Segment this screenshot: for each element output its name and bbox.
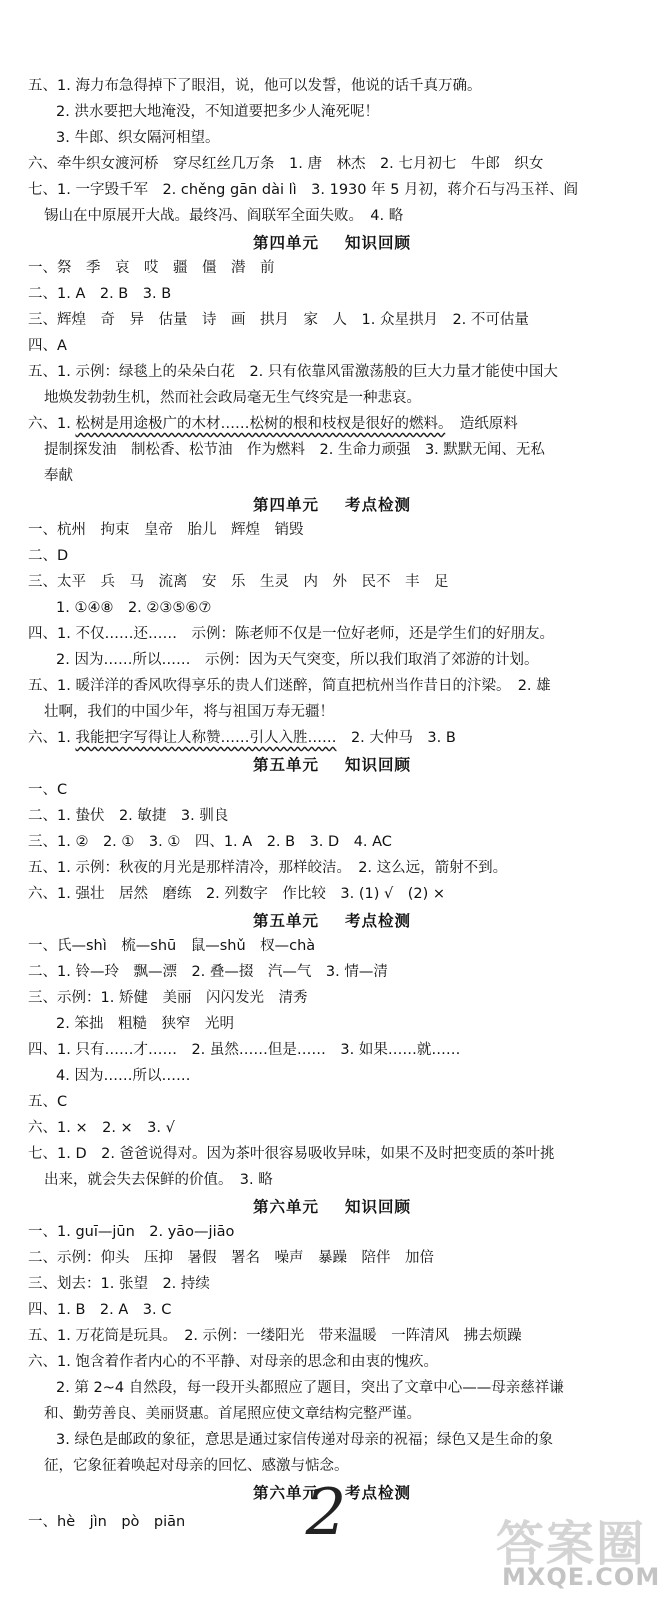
- answer-line: 一、hè jìn pò piān: [28, 1514, 186, 1530]
- answer-line: 四、1. B 2. A 3. C: [28, 1302, 172, 1318]
- answer-line: 征，它象征着唤起对母亲的回忆、感激与惦念。: [44, 1458, 349, 1474]
- answer-line: 六、牵牛织女渡河桥 穿尽红丝几万条 1. 唐 林杰 2. 七月初七 牛郎 织女: [28, 156, 544, 172]
- answer-line: 一、氏—shì 梳—shū 鼠—shǔ 杈—chà: [28, 938, 316, 954]
- answer-line: 和、勤劳善良、美丽贤惠。首尾照应使文章结构完整严谨。: [44, 1406, 421, 1422]
- answer-line: 五、1. 暖洋洋的香风吹得享乐的贵人们迷醉，简直把杭州当作昔日的汴梁。 2. 雄: [28, 678, 551, 694]
- answer-line: 三、示例：1. 矫健 美丽 闪闪发光 清秀: [28, 990, 308, 1006]
- answer-line: 壮啊，我们的中国少年，将与祖国万寿无疆！: [44, 704, 334, 720]
- answer-line: 七、1. 一字毁千军 2. chěng gān dài lì 3. 1930 年 5 月初，蒋介石与冯玉祥、阎: [28, 182, 579, 198]
- answer-line: 4. 因为……所以……: [56, 1068, 191, 1084]
- answer-line: 六、1. 我能把字写得让人称赞……引人入胜…… 2. 大仲马 3. B: [28, 730, 456, 746]
- answer-line: 一、祭 季 哀 哎 疆 僵 潜 前: [28, 260, 275, 276]
- section-heading: 第六单元 考点检测: [252, 1484, 412, 1502]
- answer-line: 五、1. 海力布急得掉下了眼泪，说，他可以发誓，他说的话千真万确。: [28, 78, 482, 94]
- answer-line: 三、1. ② 2. ① 3. ① 四、1. A 2. B 3. D 4. AC: [28, 834, 392, 850]
- watermark-logo: 答案圈: [496, 1516, 647, 1572]
- section-heading: 第六单元 知识回顾: [252, 1198, 412, 1216]
- answer-line: 提制探发油 制松香、松节油 作为燃料 2. 生命力顽强 3. 默默无闻、无私: [44, 442, 545, 458]
- answer-line: 三、划去：1. 张望 2. 持续: [28, 1276, 210, 1292]
- answer-line: 六、1. 强壮 居然 磨练 2. 列数字 作比较 3. (1) √ (2) ×: [28, 886, 446, 902]
- answer-line: 2. 洪水要把大地淹没，不知道要把多少人淹死呢！: [56, 104, 379, 120]
- answer-line: 二、1. 蛰伏 2. 敏捷 3. 驯良: [28, 808, 229, 824]
- answer-line: 1. ①④⑧ 2. ②③⑤⑥⑦: [56, 600, 212, 616]
- answer-line: 一、杭州 拘束 皇帝 胎儿 辉煌 销毁: [28, 522, 304, 538]
- answer-line: 出来，就会失去保鲜的价值。 3. 略: [44, 1172, 273, 1188]
- answer-line: 五、1. 示例：绿毯上的朵朵白花 2. 只有依靠风雷激荡般的巨大力量才能使中国大: [28, 364, 558, 380]
- section-heading: 第四单元 考点检测: [252, 496, 412, 514]
- answer-line: 2. 第 2~4 自然段，每一段开头都照应了题目，突出了文章中心——母亲慈祥谦: [56, 1380, 564, 1396]
- answer-line: 一、1. guī—jūn 2. yāo—jiāo: [28, 1224, 235, 1240]
- answer-line: 五、1. 示例：秋夜的月光是那样清冷，那样皎洁。 2. 这么远，箭射不到。: [28, 860, 508, 876]
- page-number: 2: [305, 1476, 347, 1550]
- answer-line: 地焕发勃勃生机，然而社会政局毫无生气终究是一种悲哀。: [44, 390, 421, 406]
- answer-line: 3. 绿色是邮政的象征，意思是通过家信传递对母亲的祝福；绿色又是生命的象: [56, 1432, 553, 1448]
- answer-line: 3. 牛郎、织女隔河相望。: [56, 130, 220, 146]
- answer-line: 六、1. × 2. × 3. √: [28, 1120, 175, 1136]
- answer-line: 三、辉煌 奇 异 估量 诗 画 拱月 家 人 1. 众星拱月 2. 不可估量: [28, 312, 529, 328]
- answer-line: 奉献: [44, 468, 73, 484]
- answer-line: 2. 笨拙 粗糙 狭窄 光明: [56, 1016, 234, 1032]
- section-heading: 第五单元 考点检测: [252, 912, 412, 930]
- answer-line: 五、C: [28, 1094, 68, 1110]
- answer-line: 三、太平 兵 马 流离 安 乐 生灵 内 外 民不 丰 足: [28, 574, 449, 590]
- answer-line: 二、示例：仰头 压抑 暑假 署名 噪声 暴躁 陪伴 加倍: [28, 1250, 434, 1266]
- answer-line: 锡山在中原展开大战。最终冯、阎联军全面失败。 4. 略: [44, 208, 404, 224]
- answer-line: 七、1. D 2. 爸爸说得对。因为茶叶很容易吸收异味，如果不及时把变质的茶叶挑: [28, 1146, 555, 1162]
- answer-line: 2. 因为……所以…… 示例：因为天气突变，所以我们取消了郊游的计划。: [56, 652, 539, 668]
- answer-line: 四、1. 只有……才…… 2. 虽然……但是…… 3. 如果……就……: [28, 1042, 461, 1058]
- answer-line: 二、1. 铃—玲 飘—漂 2. 叠—掇 汽—气 3. 情—清: [28, 964, 388, 980]
- watermark-url: MXQE.COM: [502, 1563, 661, 1591]
- answer-line: 四、A: [28, 338, 67, 354]
- answer-line: 六、1. 饱含着作者内心的不平静、对母亲的思念和由衷的愧疚。: [28, 1354, 438, 1370]
- answer-line: 五、1. 万花筒是玩具。 2. 示例：一缕阳光 带来温暖 一阵清风 拂去烦躁: [28, 1328, 522, 1344]
- section-heading: 第四单元 知识回顾: [252, 234, 412, 252]
- answer-line: 四、1. 不仅……还…… 示例：陈老师不仅是一位好老师，还是学生们的好朋友。: [28, 626, 554, 642]
- answer-line: 六、1. 松树是用途极广的木材……松树的根和枝杈是很好的燃料。 造纸原料: [28, 416, 518, 432]
- watermark: [496, 1505, 661, 1595]
- answer-line: 二、1. A 2. B 3. B: [28, 286, 172, 302]
- answer-line: 二、D: [28, 548, 69, 564]
- section-heading: 第五单元 知识回顾: [252, 756, 412, 774]
- answer-line: 一、C: [28, 782, 68, 798]
